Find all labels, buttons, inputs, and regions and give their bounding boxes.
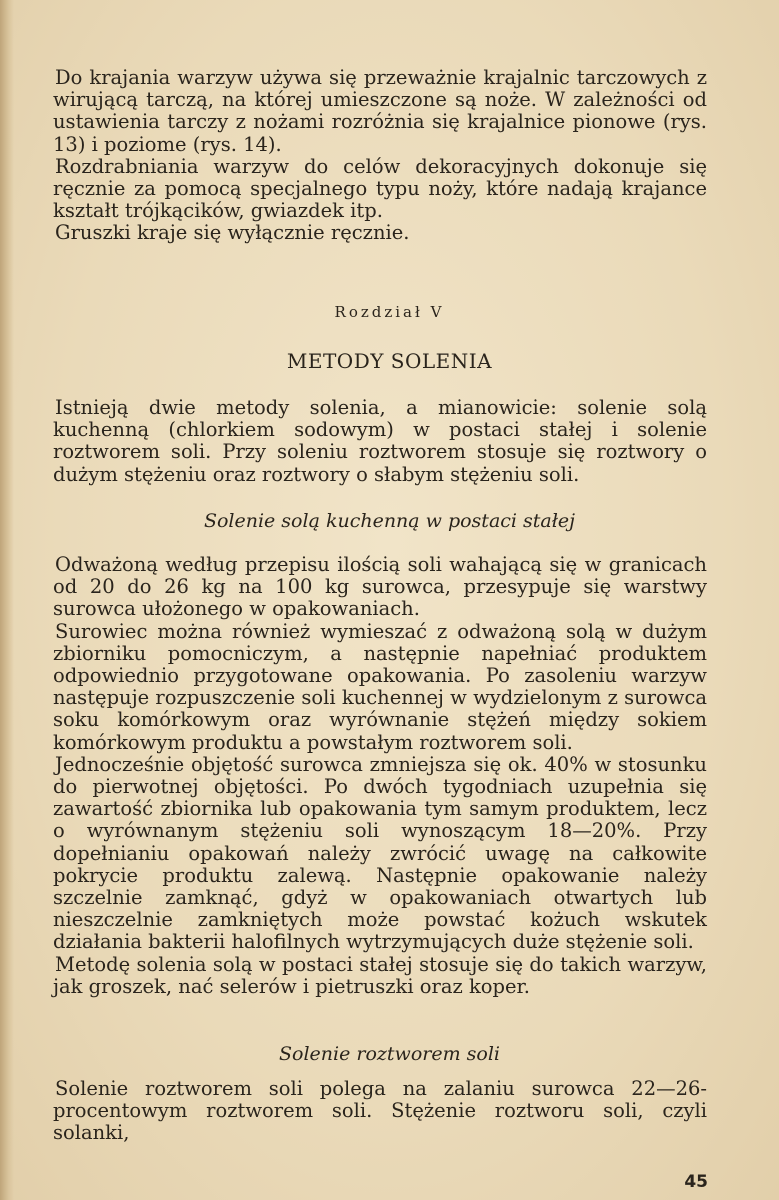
intro-text bbox=[53, 67, 707, 245]
chapter-label: Rozdział V bbox=[334, 303, 445, 321]
page-binding-shadow bbox=[0, 0, 14, 1200]
paragraph: Solenie roztworem soli polega na zalaniu surowca 22—26-procentowym roztworem soli. Stężenie roztworu soli, czyli solanki, bbox=[53, 1077, 707, 1145]
chapter-title: METODY SOLENIA bbox=[286, 349, 493, 373]
paragraph: Metodę solenia solą w postaci stałej stosuje się do takich warzyw, jak groszek, nać selerów i pietruszki oraz koper. bbox=[53, 952, 707, 998]
paragraph: Jednocześnie objętość surowca zmniejsza się ok. 40% w stosunku do pierwotnej objętości. Po dwóch tygodniach uzupełnia się zawartość zbiornika lub opakowania tym samym produktem, lecz o wyrównanym stężeniu soli wynoszącym 18—20%. Przy dopełnianiu opakowań należy zwrócić uwagę na całkowite pokrycie produktu zalewą. Następnie opakowanie należy szczelnie zamknąć, gdyż w opakowaniach otwartych lub nieszczelnie zamkniętych może powstać kożuch wskutek działania bakterii halofilnych wytrzymujących duże stężenie soli. bbox=[53, 752, 707, 954]
paragraph: Surowiec można również wymieszać z odważoną solą w dużym zbiorniku pomocniczym, a następnie napełniać produktem odpowiednio przygotowane opakowania. Po zasoleniu warzyw następuje rozpuszczenie soli kuchennej w wydzielonym z surowca soku komórkowym oraz wyrównanie stężeń między sokiem komórkowym produktu a powstałym roztworem soli. bbox=[53, 619, 707, 754]
section-heading-solid-salt: Solenie solą kuchenną w postaci stałej bbox=[203, 510, 576, 532]
section-solid-salt-text bbox=[53, 554, 707, 998]
paragraph: Rozdrabniania warzyw do celów dekoracyjnych dokonuje się ręcznie za pomocą specjalnego typu noży, które nadają krajance kształt trójkącików, gwiazdek itp. bbox=[53, 154, 707, 223]
paragraph: Istnieją dwie metody solenia, a mianowicie: solenie solą kuchenną (chlorkiem sodowym) w postaci stałej i solenie roztworem soli. Przy soleniu roztworem stosuje się roztwory o dużym stężeniu oraz roztwory o słabym stężeniu soli. bbox=[53, 396, 707, 486]
section-heading-brine: Solenie roztworem soli bbox=[279, 1043, 500, 1065]
paragraph: Do krajania warzyw używa się przeważnie krajalnic tarczowych z wirującą tarczą, na której umieszczone są noże. W zależności od ustawienia tarczy z nożami rozróżnia się krajalnice pionowe (rys. 13) i poziome (rys. 14). bbox=[53, 66, 707, 156]
paragraph: Gruszki kraje się wyłącznie ręcznie. bbox=[55, 221, 410, 245]
page-number: 45 bbox=[684, 1172, 708, 1192]
chapter-intro-text bbox=[53, 397, 707, 486]
paragraph: Odważoną według przepisu ilością soli wahającą się w granicach od 20 do 26 kg na 100 kg surowca, przesypuje się warstwy surowca ułożonego w opakowaniach. bbox=[53, 553, 707, 621]
section-brine-text bbox=[53, 1078, 707, 1145]
